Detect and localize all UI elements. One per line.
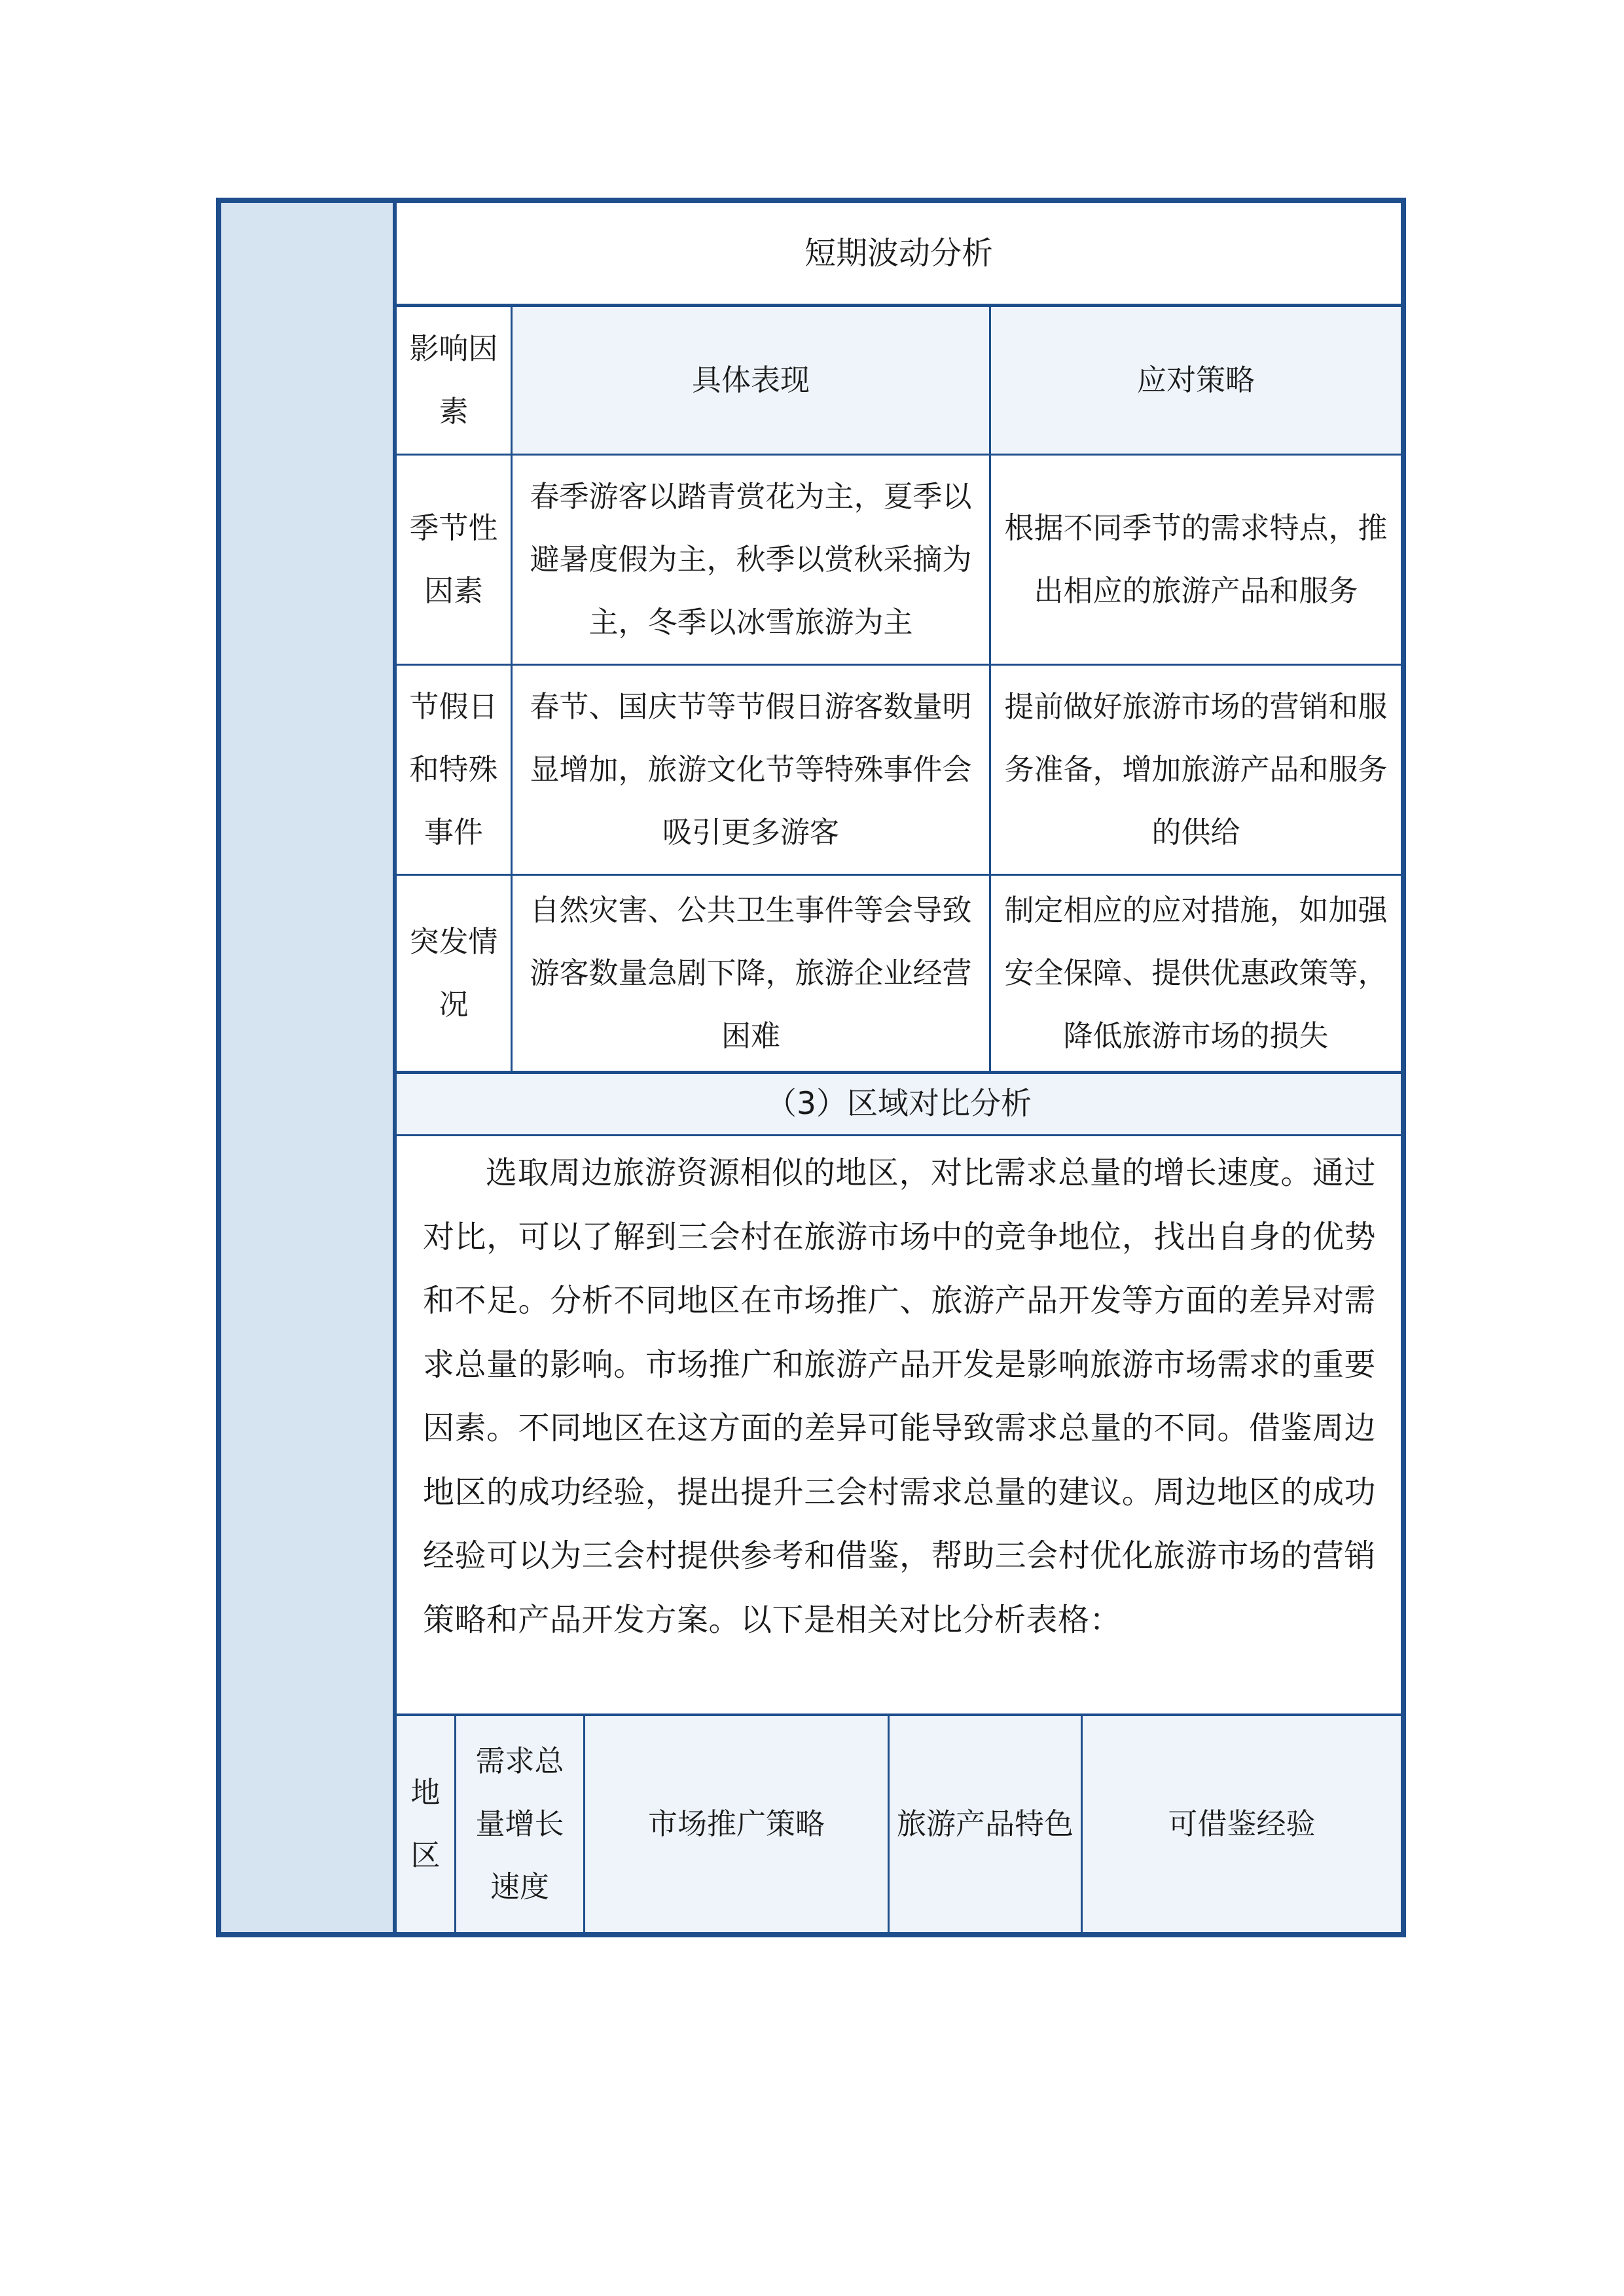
row-3-factor: 突发情况 <box>409 924 498 1022</box>
regional-title: （3）区域对比分析 <box>397 1074 1401 1134</box>
header-strategy: 应对策略 <box>991 307 1401 454</box>
short-term-title: 短期波动分析 <box>804 235 993 272</box>
divider <box>454 1716 456 1932</box>
row-2-performance: 春节、国庆节等节假日游客数量明显增加，旅游文化节等特殊事件会吸引更多游客 <box>530 689 972 850</box>
row-3-strategy: 制定相应的应对措施，如加强安全保障、提供优惠政策等，降低旅游市场的损失 <box>1004 893 1388 1053</box>
divider <box>1081 1716 1083 1932</box>
divider <box>989 307 991 1071</box>
regional-paragraph: 选取周边旅游资源相似的地区，对比需求总量的增长速度。通过对比，可以了解到三会村在旅游市场中的竞争地位，找出自身的优势和不足。分析不同地区在市场推广、旅游产品开发等方面的差异对需求总量的影响。市场推广和旅游产品开发是影响旅游市场需求的重要因素。不同地区在这方面的差异可能导致需求总量的不同。借鉴周边地区的成功经验，提出提升三会村需求总量的建议。周边地区的成功经验可以为三会村提供参考和借鉴，帮助三会村优化旅游市场的营销策略和产品开发方案。以下是相关对比分析表格： <box>423 1155 1376 1638</box>
row-2-strategy: 提前做好旅游市场的营销和服务准备，增加旅游产品和服务的供给 <box>1004 689 1388 850</box>
row-1-strategy: 根据不同季节的需求特点，推出相应的旅游产品和服务 <box>1004 511 1388 608</box>
row-1-factor: 季节性因素 <box>409 511 498 608</box>
header-region: 地区 <box>397 1716 454 1932</box>
divider <box>511 307 513 1071</box>
content-area <box>397 203 1401 1932</box>
row-3-performance: 自然灾害、公共卫生事件等会导致游客数量急剧下降，旅游企业经营困难 <box>530 893 972 1053</box>
row-1-performance: 春季游客以踏青赏花为主，夏季以避暑度假为主，秋季以赏秋采摘为主，冬季以冰雪旅游为主 <box>530 479 972 639</box>
header-promotion: 市场推广策略 <box>585 1716 888 1932</box>
header-growth-rate: 需求总量增长速度 <box>456 1716 583 1932</box>
document-frame <box>216 198 1406 1937</box>
header-product-feature: 旅游产品特色 <box>890 1716 1081 1932</box>
header-factor: 影响因素 <box>409 331 498 429</box>
row-2-factor: 节假日和特殊事件 <box>409 689 498 850</box>
header-experience: 可借鉴经验 <box>1083 1716 1401 1932</box>
header-performance: 具体表现 <box>513 307 989 454</box>
divider <box>888 1716 890 1932</box>
divider <box>583 1716 585 1932</box>
side-column <box>221 203 397 1932</box>
